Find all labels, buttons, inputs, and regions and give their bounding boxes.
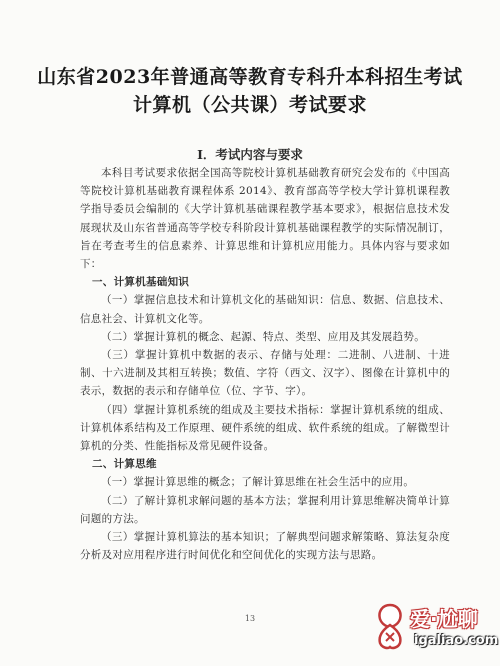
requirement-item: （三）掌握计算机算法的基本知识；了解典型问题求解策略、算法复杂度分析及对应用程序进行时间优化和空间优化的实现方法与思路。 [80,531,450,562]
requirement-item: （二）了解计算机求解问题的基本方法；掌握利用计算思维解决简单计算问题的方法。 [80,494,450,525]
watermark-main-text: 爱·尬聊 [410,607,478,631]
intro-paragraph: 本科目考试要求依据全国高等院校计算机基础教育研究会发布的《中国高等院校计算机基础教育课程体系 2014》、教育部高等学校大学计算机课程教学指导委员会编制的《大学计算机基础课程教学基本要求》，根据信息技术发展现状及山东省普通高等学校专科阶段计算机基础课程教学的实际情况制订，旨在考查考生的信息素养、计算思维和计算机应用能力。具体内容与要求如下： [80,167,450,271]
watermark-logo-icon [372,603,408,651]
requirement-item: （三）掌握计算机中数据的表示、存储与处理：二进制、八进制、十进制、十六进制及其相互转换；数值、字符（西文、汉字）、图像在计算机中的表示，数据的表示和存储单位（位、字节、字）。 [80,349,450,398]
requirement-item: （二）掌握计算机的概念、起源、特点、类型、应用及其发展趋势。 [101,330,425,343]
section-heading: I．考试内容与要求 [197,147,303,162]
requirement-item: （一）掌握信息技术和计算机文化的基础知识：信息、数据、信息技术、信息社会、计算机文化等。 [80,294,450,325]
requirement-item: （一）掌握计算思维的概念；了解计算思维在社会生活中的应用。 [101,476,415,489]
requirement-item: （四）掌握计算机系统的组成及主要技术指标：掌握计算机系统的组成、计算机体系结构及工作原理、硬件系统的组成、软件系统的组成。了解微型计算机的分类、性能指标及常见硬件设备。 [80,403,450,453]
page-number: 13 [244,614,256,623]
document-body [80,164,450,564]
watermark-url: igaliao.com [414,633,499,648]
document-title-line-1: 山东省2023年普通高等教育专科升本科招生考试 [37,66,463,88]
site-watermark [372,601,499,659]
subsection-heading-computational-thinking: 二、计算思维 [92,458,157,471]
subsection-heading-basics: 一、计算机基础知识 [92,276,190,289]
document-title-line-2: 计算机（公共课）考试要求 [132,94,367,116]
